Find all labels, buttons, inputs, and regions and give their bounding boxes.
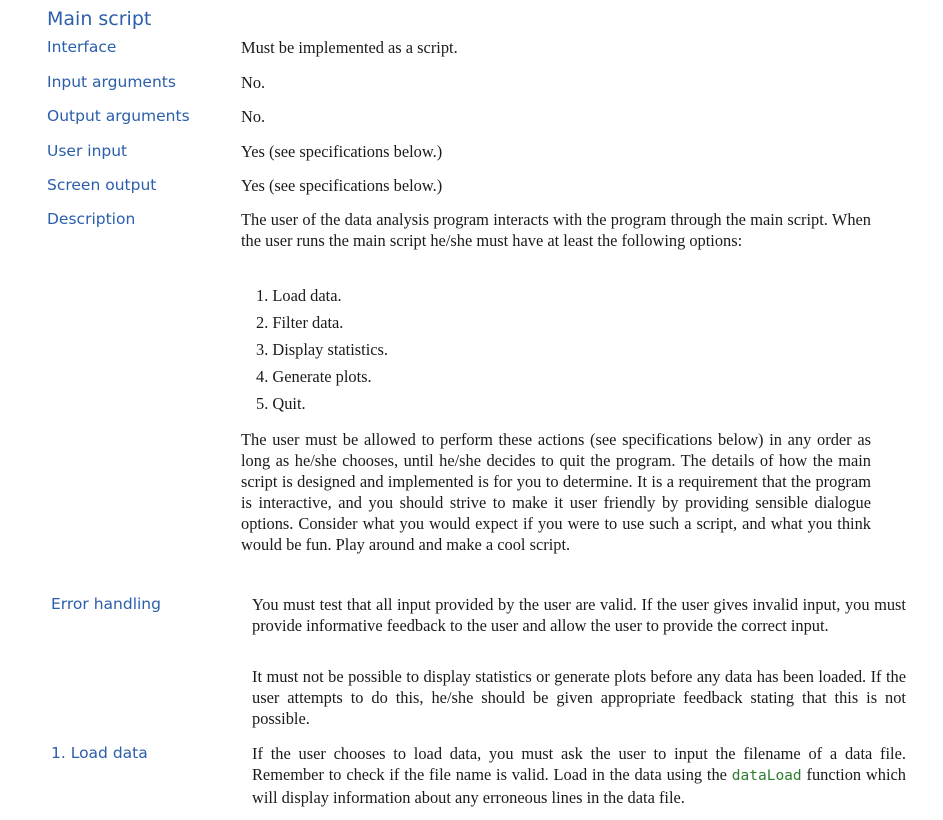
- option-item: 3. Display statistics.: [256, 340, 389, 359]
- load-data-paragraph: [252, 743, 906, 808]
- error-handling-paragraph-1: You must test that all input provided by the user are valid. If the user gives invalid input, you must provide informative feedback to the user and allow the user to provide the correct input.: [252, 595, 906, 635]
- input-arguments-label: Input arguments: [47, 73, 176, 91]
- load-data-text-after: function which will display information about any erroneous lines in the data file.: [252, 765, 906, 807]
- screen-output-label: Screen output: [47, 176, 157, 194]
- description-intro: The user of the data analysis program interacts with the program through the main script. When the user runs the main script he/she must have at least the following options:: [241, 210, 871, 250]
- dataload-function-name: dataLoad: [731, 768, 802, 784]
- interface-label: Interface: [47, 38, 117, 56]
- option-item: 2. Filter data.: [256, 313, 344, 332]
- description-label: Description: [47, 210, 136, 228]
- user-input-value: Yes (see specifications below.): [241, 142, 443, 161]
- option-item: 5. Quit.: [256, 394, 306, 413]
- error-handling-label: Error handling: [51, 595, 161, 613]
- input-arguments-value: No.: [241, 73, 266, 92]
- option-item: 1. Load data.: [256, 286, 342, 305]
- output-arguments-label: Output arguments: [47, 107, 190, 125]
- user-input-label: User input: [47, 142, 128, 160]
- option-item: 4. Generate plots.: [256, 367, 372, 386]
- error-handling-paragraph-2: It must not be possible to display statistics or generate plots before any data has been loaded. If the user attempts to do this, he/she should be given appropriate feedback stating that this is not possible.: [252, 667, 906, 728]
- load-data-text-before: If the user chooses to load data, you must ask the user to input the filename of a data file. Remember to check if the file name is valid. Load in the data using the: [252, 744, 906, 784]
- screen-output-value: Yes (see specifications below.): [241, 176, 443, 195]
- description-outro: The user must be allowed to perform these actions (see specifications below) in any order as long as he/she chooses, until he/she decides to quit the program. The details of how the main script is designed and implemented is for you to determine. It is a requirement that the program is interactive, and you should strive to make it user friendly by providing sensible dialogue options. Consider what you would expect if you were to use such a script, and what you think would be fun. Play around and make a cool script.: [241, 430, 871, 554]
- section-title: Main script: [47, 8, 152, 30]
- output-arguments-value: No.: [241, 107, 266, 126]
- interface-value: Must be implemented as a script.: [241, 38, 458, 57]
- load-data-label: 1. Load data: [51, 744, 148, 762]
